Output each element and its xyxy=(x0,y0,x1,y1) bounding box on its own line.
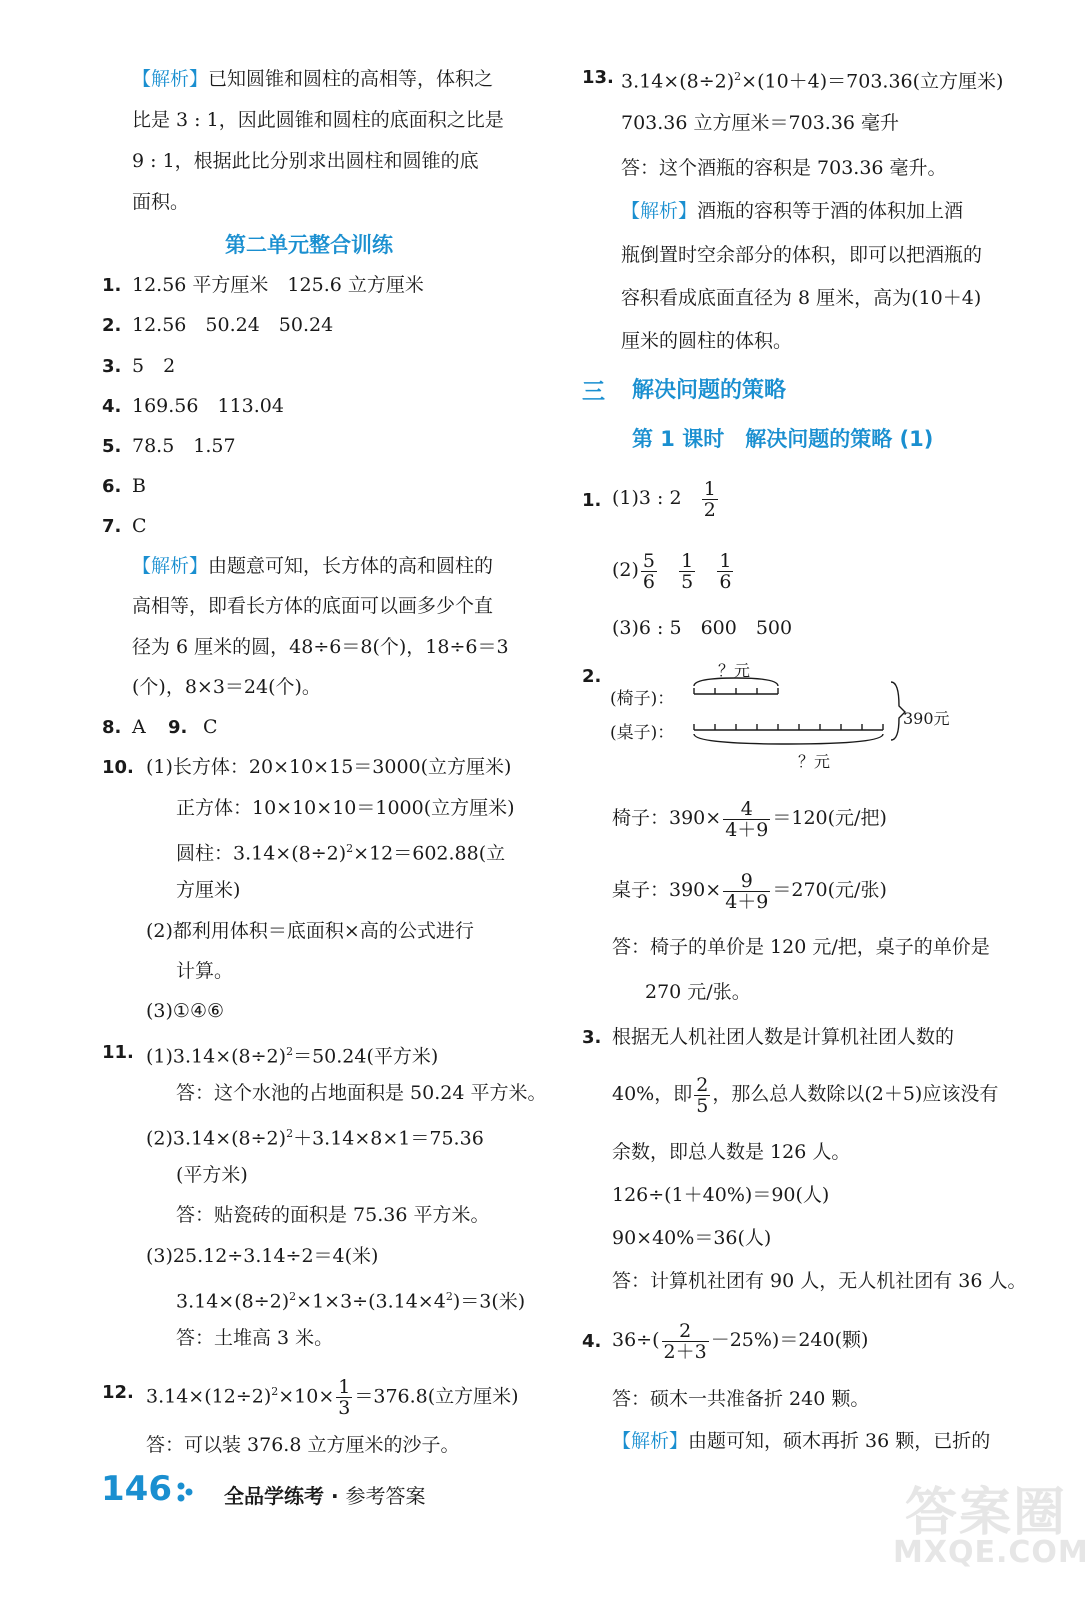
q11-line-3: $(2)3.14\times(8\div 2)^2+3.14\times 8\times 1=75.36$ xyxy=(146,1127,484,1150)
fraction: $\frac{1}{3}$ xyxy=(338,1375,351,1419)
q10-line-4: 方厘米) xyxy=(176,879,241,901)
q11-line-5: 答：贴瓷砖的面积是 75.36 平方米。 xyxy=(176,1204,490,1226)
q10-line-6: 计算。 xyxy=(176,960,234,982)
analysis-13-line-1: 【解析】酒瓶的容积等于酒的体积加上酒 xyxy=(621,200,964,222)
analysis-tag: 【解析】 xyxy=(132,555,209,577)
section-title: 第二单元整合训练 xyxy=(225,233,393,257)
fraction: $\frac{1}{6}$ xyxy=(719,549,732,593)
p3-line-3: 余数，即总人数是 126 人。 xyxy=(612,1141,851,1163)
answer-10: 10. xyxy=(102,757,134,778)
p3-line-5: 90×40%＝36(人) xyxy=(612,1227,772,1249)
page-number: 146 xyxy=(101,1469,172,1509)
analysis-7-line-4: (个)，8×3＝24(个)。 xyxy=(132,676,321,698)
p2-chair-calc: 椅子：390× $\frac{4}{4+9}$ ＝120(元/把) xyxy=(612,797,887,841)
answer-2: 2. xyxy=(102,315,122,336)
q11-line-6: (3)25.12÷3.14÷2＝4(米) xyxy=(146,1245,379,1267)
desk-unknown-label: ？元 xyxy=(798,752,831,771)
q12-line-2: 答：可以装 376.8 立方厘米的沙子。 xyxy=(146,1434,460,1456)
q13-line-2: 703.36 立方厘米＝703.36 毫升 xyxy=(621,112,900,134)
analysis-tag: 【解析】 xyxy=(132,68,209,90)
chair-unknown-label: ？元 xyxy=(718,661,751,680)
problem-4: 4. xyxy=(582,1331,602,1352)
desk-brace xyxy=(694,734,883,744)
q13-line-1: $3.14\times(8\div 2)^2\times(10+4)=703.36$(立方厘米) xyxy=(621,70,1004,93)
analysis-7-line-3: 径为 6 厘米的圆，48÷6＝8(个)，18÷6＝3 xyxy=(132,636,509,658)
problem-3: 3. xyxy=(582,1027,602,1048)
analysis-7-line-2: 高相等，即看长方体的底面可以画多少个直 xyxy=(132,595,494,617)
watermark-logo: 答案圈 xyxy=(905,1483,1068,1543)
p3-line-4: 126÷(1＋40%)＝90(人) xyxy=(612,1184,830,1206)
answer-9: 9. xyxy=(168,717,188,738)
p2-answer-1: 答：椅子的单价是 120 元/把，桌子的单价是 xyxy=(612,936,990,958)
answer-6: 6. xyxy=(102,476,122,497)
q11-line-1: $(1)3.14\times(8\div 2)^2=50.24$(平方米) xyxy=(146,1045,439,1068)
fraction: $\frac{4}{4+9}$ xyxy=(725,797,769,841)
chair-brace xyxy=(694,678,778,686)
p1-part-3: (3)6 : 5 600 500 xyxy=(612,617,793,639)
unit-marker: 三 xyxy=(582,379,605,405)
answer-7: 7. xyxy=(102,516,122,537)
total-brace xyxy=(891,682,905,740)
q13-line-3: 答：这个酒瓶的容积是 703.36 毫升。 xyxy=(621,157,947,179)
problem-1: 1. xyxy=(582,490,602,511)
fraction: $\frac{2}{5}$ xyxy=(696,1073,709,1117)
p1-part-1: (1)3 : 2 $\frac{1}{2}$ xyxy=(612,477,716,521)
analysis-tag: 【解析】 xyxy=(612,1430,689,1452)
q10-line-7: (3)①④⑥ xyxy=(146,1000,225,1022)
segment-svg xyxy=(600,650,980,780)
answer-4: 4. xyxy=(102,396,122,417)
answer-5: 5. xyxy=(102,436,122,457)
fraction: $\frac{9}{4+9}$ xyxy=(725,869,769,913)
p3-line-2: 40%，即 $\frac{2}{5}$ ，那么总人数除以(2＋5)应该没有 xyxy=(612,1073,999,1117)
p3-line-6: 答：计算机社团有 90 人，无人机社团有 36 人。 xyxy=(612,1270,1027,1292)
total-label: 390元 xyxy=(903,709,950,728)
analysis-7-line-1: 【解析】由题意可知，长方体的高和圆柱的 xyxy=(132,555,494,577)
p2-desk-calc: 桌子：390× $\frac{9}{4+9}$ ＝270(元/张) xyxy=(612,869,887,913)
fraction: $\frac{5}{6}$ xyxy=(642,549,656,593)
q10-line-3: 圆柱：$3.14\times(8\div 2)^2\times 12=602.88$(立 xyxy=(176,842,506,865)
unit-title: 解决问题的策略 xyxy=(632,378,787,403)
fraction: $\frac{1}{2}$ xyxy=(703,477,716,521)
p4-analysis: 【解析】由题可知，硕木再折 36 颗，已折的 xyxy=(612,1430,991,1452)
answer-13: 13. xyxy=(582,67,614,88)
q10-line-2: 正方体：10×10×10＝1000(立方厘米) xyxy=(176,797,515,819)
analysis-13-line-4: 厘米的圆柱的体积。 xyxy=(621,330,793,352)
q11-line-4: (平方米) xyxy=(176,1164,248,1186)
answer-11: 11. xyxy=(102,1042,134,1063)
q10-line-1: (1)长方体：20×10×15＝3000(立方厘米) xyxy=(146,756,512,778)
q11-line-2: 答：这个水池的占地面积是 50.24 平方米。 xyxy=(176,1082,547,1104)
answer-1: 1. xyxy=(102,275,122,296)
problem-2: 2. xyxy=(582,666,602,687)
intro-line-3: 9 : 1，根据此比分别求出圆柱和圆锥的底 xyxy=(132,150,479,172)
answer-8: 8. xyxy=(102,717,122,738)
answer-12: 12. xyxy=(102,1382,134,1403)
chair-label: (椅子)： xyxy=(610,689,675,709)
analysis-13-line-2: 瓶倒置时空余部分的体积，即可以把酒瓶的 xyxy=(621,244,983,266)
intro-line-1: 【解析】已知圆锥和圆柱的高相等，体积之 xyxy=(132,68,494,90)
fraction: $\frac{2}{2+3}$ xyxy=(663,1319,707,1363)
p4-line-2: 答：硕木一共准备折 240 颗。 xyxy=(612,1388,870,1410)
p1-part-2: (2) $\frac{5}{6}$ $\frac{1}{5}$ $\frac{1}{6}$ xyxy=(612,549,732,593)
analysis-tag: 【解析】 xyxy=(621,200,698,222)
q12-line-1: $3.14\times(12\div 2)^2\times 10\times$ $\frac{1}{3}$ ＝376.8(立方厘米) xyxy=(146,1375,519,1419)
intro-line-2: 比是 3 : 1，因此圆锥和圆柱的底面积之比是 xyxy=(132,109,504,131)
line-segment-diagram xyxy=(600,650,980,780)
desk-label: (桌子)： xyxy=(610,723,675,743)
p2-answer-2: 270 元/张。 xyxy=(645,981,751,1003)
p4-line-1: 36÷( $\frac{2}{2+3}$ －25%)＝240(颗) xyxy=(612,1319,869,1363)
q11-line-7: $3.14\times(8\div 2)^2\times 1\times 3\div(3.14\times 4^2)=3$(米) xyxy=(176,1290,526,1313)
q11-line-8: 答：土堆高 3 米。 xyxy=(176,1327,334,1349)
p3-line-1: 根据无人机社团人数是计算机社团人数的 xyxy=(612,1026,955,1048)
brand-name: 全品学练考 · 参考答案 xyxy=(224,1484,426,1508)
intro-line-4: 面积。 xyxy=(132,191,190,213)
answer-3: 3. xyxy=(102,356,122,377)
fraction: $\frac{1}{5}$ xyxy=(681,549,694,593)
q10-line-5: (2)都利用体积＝底面积×高的公式进行 xyxy=(146,920,474,942)
analysis-13-line-3: 容积看成底面直径为 8 厘米，高为(10＋4) xyxy=(621,287,982,309)
brand-arrow-icon xyxy=(176,1481,202,1503)
watermark-url: MXQE.COM xyxy=(893,1535,1089,1570)
lesson-title: 第 1 课时 解决问题的策略 (1) xyxy=(632,427,934,451)
